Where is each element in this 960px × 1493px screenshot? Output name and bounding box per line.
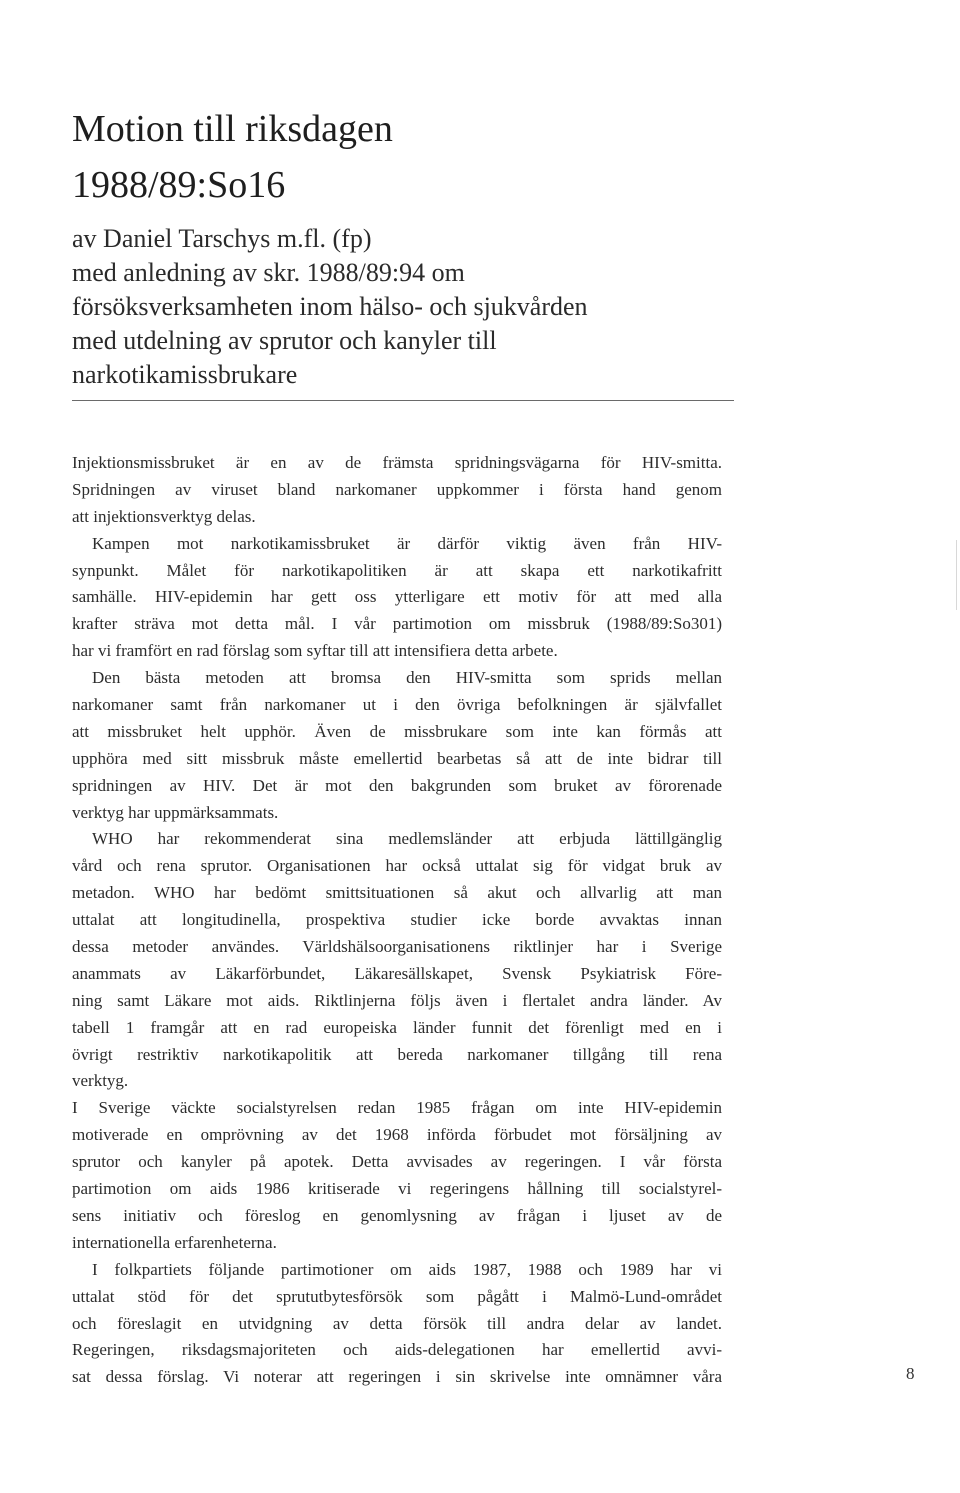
motion-subject <box>72 256 752 392</box>
body-line: ning samt Läkare mot aids. Riktlinjerna följs även i flertalet andra länder. Av <box>72 990 722 1010</box>
subject-line: försöksverksamheten inom hälso- och sjukvården <box>72 292 588 321</box>
body-line: sprutor och kanyler på apotek. Detta avvisades av regeringen. I vår första <box>72 1152 722 1172</box>
motion-authors: av Daniel Tarschys m.fl. (fp) <box>72 224 372 253</box>
body-line: att missbruket helt upphör. Även de missbrukare som inte kan förmås att <box>72 721 722 741</box>
body-line: Regeringen, riksdagsmajoriteten och aids-delegationen har emellertid avvi- <box>72 1340 722 1360</box>
body-line: sat dessa förslag. Vi noterar att regeringen i sin skrivelse inte omnämner våra <box>72 1367 722 1387</box>
subject-line: med anledning av skr. 1988/89:94 om <box>72 258 465 287</box>
body-line: dessa metoder användes. Världshälsoorganisationens riktlinjer har i Sverige <box>72 937 722 957</box>
motion-body <box>72 450 722 1391</box>
body-line: upphöra med sitt missbruk måste emellertid bearbetas så att de inte bidrar till <box>72 748 722 768</box>
scan-edge-mark <box>956 540 957 610</box>
body-line: att injektionsverktyg delas. <box>72 506 256 526</box>
body-line: krafter sträva mot detta mål. I vår partimotion om missbruk (1988/89:So301) <box>72 614 722 634</box>
body-line: metadon. WHO har bedömt smittsituationen så akut och allvarlig att man <box>72 883 722 903</box>
body-line: narkomaner samt från narkomaner ut i den övriga befolkningen är självfallet <box>72 695 722 715</box>
body-line: motiverade en omprövning av det 1968 införda förbudet mot försäljning av <box>72 1125 722 1145</box>
body-line: övrigt restriktiv narkotikapolitik att bereda narkomaner tillgång till rena <box>72 1044 722 1064</box>
body-line: uttalat att longitudinella, prospektiva studier icke borde avvaktas innan <box>72 910 722 930</box>
subject-line: narkotikamissbrukare <box>72 360 298 389</box>
subject-line: med utdelning av sprutor och kanyler till <box>72 326 497 355</box>
body-line: anammats av Läkarförbundet, Läkaresällskapet, Svensk Psykiatrisk Före- <box>72 963 722 983</box>
body-line: synpunkt. Målet för narkotikapolitiken är att skapa ett narkotikafritt <box>72 560 722 580</box>
page-number: 8 <box>906 1364 915 1383</box>
body-line: verktyg har uppmärksammats. <box>72 802 279 822</box>
body-line: uttalat stöd för det sprututbytesförsök som pågått i Malmö-Lund-området <box>72 1286 722 1306</box>
body-line: partimotion om aids 1986 kritiserade vi regeringens hållning till socialstyrel- <box>72 1179 722 1199</box>
body-line: verktyg. <box>72 1071 129 1091</box>
body-line: har vi framfört en rad förslag som syftar till att intensifiera detta arbete. <box>72 641 558 661</box>
body-line: vård och rena sprutor. Organisationen har också uttalat sig för vidgat bruk av <box>72 856 722 876</box>
body-line: I folkpartiets följande partimotioner om aids 1987, 1988 och 1989 har vi <box>92 1259 722 1279</box>
body-line: tabell 1 framgår att en rad europeiska länder funnit det förenligt med en i <box>72 1017 722 1037</box>
body-line: WHO har rekommenderat sina medlemsländer att erbjuda lättillgänglig <box>92 829 722 849</box>
body-line: internationella erfarenheterna. <box>72 1232 277 1252</box>
body-line: I Sverige väckte socialstyrelsen redan 1985 frågan om inte HIV-epidemin <box>72 1098 722 1118</box>
motion-title: Motion till riksdagen <box>72 108 393 150</box>
body-line: Den bästa metoden att bromsa den HIV-smitta som sprids mellan <box>92 668 722 688</box>
body-line: samhälle. HIV-epidemin har gett oss ytterligare ett motiv för att med alla <box>72 587 722 607</box>
body-line: sens initiativ och föreslog en genomlysning av frågan i ljuset av de <box>72 1205 722 1225</box>
body-line: och föreslagit en utvidgning av detta försök till andra delar av landet. <box>72 1313 722 1333</box>
title-divider <box>72 400 734 401</box>
body-line: spridningen av HIV. Det är mot den bakgrunden som bruket av förorenade <box>72 775 722 795</box>
motion-number: 1988/89:So16 <box>72 164 286 206</box>
body-line: Spridningen av viruset bland narkomaner uppkommer i första hand genom <box>72 479 722 499</box>
body-line: Injektionsmissbruket är en av de främsta spridningsvägarna för HIV-smitta. <box>72 453 722 472</box>
body-line: Kampen mot narkotikamissbruket är därför viktig även från HIV- <box>92 533 722 553</box>
